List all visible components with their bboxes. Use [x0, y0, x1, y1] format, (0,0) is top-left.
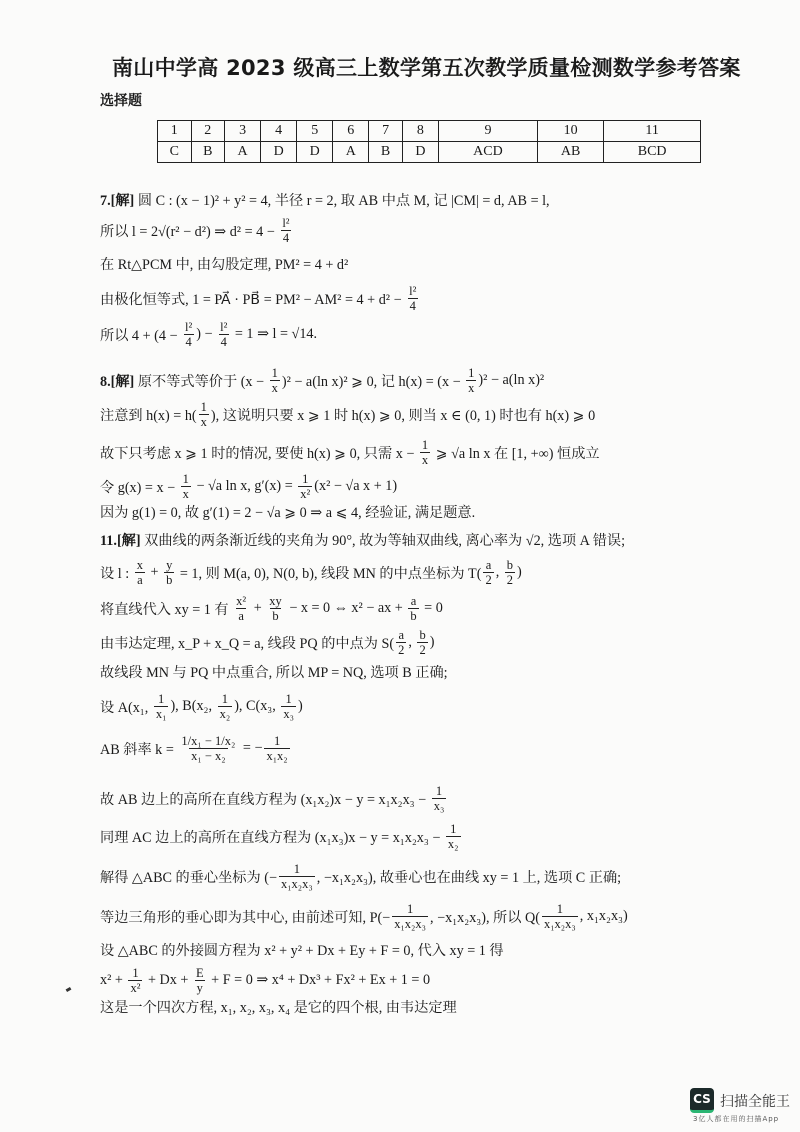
solution-line	[100, 902, 628, 932]
fraction	[279, 862, 315, 892]
numerator: l²	[282, 216, 290, 230]
fraction	[154, 692, 169, 722]
numerator: 1	[435, 784, 443, 798]
denominator: x₁x₂x₃	[394, 917, 427, 932]
math-text: 设 △ABC 的外接圆方程为 x² + y² + Dx + Ey + F = 0, 代入 xy = 1 得	[100, 943, 504, 959]
question-number-cell: 8	[402, 121, 438, 142]
fraction	[408, 594, 418, 624]
math-text: )	[429, 634, 435, 651]
answer-cell: C	[158, 142, 192, 163]
denominator: x₁	[155, 707, 167, 722]
answer-cell: D	[261, 142, 297, 163]
solution-line	[100, 997, 457, 1017]
answer-cell: ACD	[438, 142, 537, 163]
section-label: 选择题	[100, 93, 142, 109]
denominator: 4	[282, 231, 290, 246]
document-title: 南山中学高 2023 级高三上数学第五次教学质量检测数学参考答案	[112, 56, 741, 80]
solution-line	[100, 784, 448, 814]
question-number-cell: 2	[191, 121, 225, 142]
denominator: x	[421, 453, 429, 468]
math-text: 设 l :	[100, 565, 133, 582]
denominator: x	[271, 381, 278, 396]
numerator: 1	[273, 734, 281, 748]
numerator: 1	[221, 692, 229, 706]
math-text: 8.[解] 原不等式等价于 (x −	[100, 373, 268, 390]
denominator: a	[137, 573, 143, 588]
denominator: x	[468, 381, 475, 396]
question-label: 7.[解]	[100, 193, 135, 209]
answer-row	[158, 142, 701, 163]
solution-line	[100, 940, 504, 960]
answer-cell: B	[369, 142, 403, 163]
math-text: )² − a(ln x)² ⩾ 0, 记 h(x) = (x −	[281, 373, 465, 390]
fraction	[218, 320, 229, 350]
numerator: 1	[271, 366, 278, 380]
question-number-cell: 4	[261, 121, 297, 142]
answer-cell: D	[402, 142, 438, 163]
solution-line	[100, 594, 443, 624]
question-number-cell: 9	[438, 121, 537, 142]
math-text: 令 g(x) = x −	[100, 479, 179, 496]
fraction	[392, 902, 428, 932]
numerator: 1	[450, 822, 457, 836]
numerator: 1	[158, 692, 165, 706]
math-text: ⩾ √a ln x 在 [1, +∞) 恒成立	[432, 445, 600, 462]
math-text: , −x₁x₂x₃), 所以 Q(	[430, 909, 540, 926]
math-text: (x² − √a x + 1)	[314, 478, 398, 495]
numerator: x²	[236, 594, 247, 608]
denominator: x₃	[283, 707, 294, 722]
solution-line	[100, 472, 397, 502]
question-number-cell: 6	[333, 121, 369, 142]
math-text: )	[297, 698, 303, 715]
fraction	[420, 438, 430, 468]
numerator: E	[195, 966, 204, 980]
fraction	[218, 692, 233, 722]
numerator: 1	[302, 472, 309, 486]
fraction	[234, 594, 248, 624]
math-text: )	[517, 564, 522, 581]
solution-line	[100, 692, 303, 722]
scan-speck	[66, 987, 72, 992]
math-text: +	[146, 564, 163, 581]
solution-line	[100, 190, 550, 210]
math-text: x² +	[100, 972, 127, 989]
math-text: )² − a(ln x)²	[478, 372, 545, 389]
fraction	[194, 966, 206, 996]
math-text: + F = 0 ⇒ x⁴ + Dx³ + Fx² + Ex + 1 = 0	[207, 972, 431, 989]
solution-line	[100, 254, 348, 274]
numerator: 1	[406, 902, 414, 916]
math-text: AB 斜率 k =	[100, 741, 178, 758]
numerator: l²	[409, 284, 417, 298]
math-text: 解得 △ABC 的垂心坐标为 (−	[100, 869, 277, 886]
question-number-cell: 1	[158, 121, 192, 142]
answer-cell: B	[191, 142, 225, 163]
math-text: 等边三角形的垂心即为其中心, 由前述可知, P(−	[100, 909, 391, 926]
math-text: = 0	[420, 600, 443, 617]
denominator: x²	[300, 487, 311, 502]
numerator: 1	[285, 692, 292, 706]
math-text: 所以 4 + (4 −	[100, 327, 182, 344]
numerator: 1	[293, 862, 300, 876]
math-text: 同理 AC 边上的高所在直线方程为 (x₁x₃)x − y = x₁x₂x₃ −	[100, 829, 444, 846]
question-label: 8.[解]	[100, 373, 135, 390]
fraction	[181, 472, 191, 502]
question-number-cell: 7	[369, 121, 403, 142]
math-text: ), 这说明只要 x ⩾ 1 时 h(x) ⩾ 0, 则当 x ∈ (0, 1) 时也有 h(x) ⩾ 0	[210, 407, 596, 424]
numerator: y	[166, 558, 173, 572]
denominator: x₁x₂x₃	[543, 917, 576, 932]
math-text: 由极化恒等式, 1 = PA⃗ · PB⃗ = PM² − AM² = 4 + d² −	[100, 291, 406, 308]
math-text: 因为 g(1) = 0, 故 g′(1) = 2 − √a ⩾ 0 ⇒ a ⩽ 4, 经验证, 满足题意.	[100, 505, 476, 521]
solution-line	[100, 216, 294, 246]
math-text: +	[250, 600, 266, 617]
denominator: 4	[185, 335, 192, 350]
question-number-cell: 11	[604, 121, 701, 142]
denominator: x₂	[447, 837, 459, 852]
denominator: a	[238, 609, 244, 624]
fraction	[483, 558, 493, 588]
fraction	[280, 216, 291, 246]
math-text: , −x₁x₂x₃), 故垂心也在曲线 xy = 1 上, 选项 C 正确;	[316, 869, 622, 886]
solution-line	[100, 558, 522, 588]
watermark-app-name: 扫描全能王	[720, 1093, 790, 1110]
math-text: = −	[239, 740, 263, 757]
answer-cell: A	[333, 142, 369, 163]
fraction	[432, 784, 447, 814]
denominator: x²	[130, 981, 141, 996]
math-text: 故 AB 边上的高所在直线方程为 (x₁x₂)x − y = x₁x₂x₃ −	[100, 791, 430, 808]
fraction	[446, 822, 461, 852]
answer-cell: D	[297, 142, 333, 163]
math-text: 将直线代入 xy = 1 有	[100, 601, 233, 618]
numerator: a	[485, 558, 492, 572]
numerator: b	[419, 628, 426, 642]
math-text: 这是一个四次方程, x₁, x₂, x₃, x₄ 是它的四个根, 由韦达定理	[100, 1000, 457, 1016]
math-text: ,	[495, 564, 503, 581]
math-text: = 1 ⇒ l = √14.	[231, 326, 318, 343]
denominator: 4	[220, 335, 227, 350]
fraction	[396, 628, 406, 658]
math-text: 注意到 h(x) = h(	[100, 407, 197, 424]
math-text: 故线段 MN 与 PQ 中点重合, 所以 MP = NQ, 选项 B 正确;	[100, 665, 448, 681]
numerator: 1	[556, 902, 563, 916]
math-text: , x₁x₂x₃)	[579, 908, 628, 925]
numerator: b	[506, 558, 514, 572]
denominator: 2	[419, 643, 426, 658]
math-text: + Dx +	[144, 972, 192, 989]
solution-line	[100, 862, 621, 892]
numerator: 1	[468, 366, 475, 380]
denominator: b	[166, 573, 173, 588]
numerator: a	[410, 594, 417, 608]
fraction	[199, 400, 209, 430]
fraction	[542, 902, 578, 932]
question-number-cell: 10	[538, 121, 604, 142]
numerator: l²	[185, 320, 193, 334]
math-text: ), C(x₃,	[234, 698, 280, 715]
denominator: x₂	[219, 707, 231, 722]
question-number-row	[158, 121, 701, 142]
camscanner-logo-icon: CS	[690, 1088, 714, 1113]
math-text: − x = 0 ⇔ x² − ax +	[285, 600, 407, 617]
denominator: 2	[506, 573, 514, 588]
numerator: a	[398, 628, 405, 642]
fraction	[505, 558, 515, 588]
math-text: 7.[解] 圆 C : (x − 1)² + y² = 4, 半径 r = 2, 取 AB 中点 M, 记 |CM| = d, AB = l,	[100, 193, 550, 209]
solution-line	[100, 366, 544, 396]
solution-line	[100, 502, 475, 522]
fraction	[128, 966, 142, 996]
question-number-cell: 5	[297, 121, 333, 142]
numerator: xy	[269, 594, 282, 608]
solution-line	[100, 400, 595, 430]
fraction	[267, 594, 284, 624]
fraction	[264, 734, 289, 764]
math-text: 设 A(x₁,	[100, 699, 152, 716]
math-text: 在 Rt△PCM 中, 由勾股定理, PM² = 4 + d²	[100, 257, 349, 273]
fraction	[183, 320, 194, 350]
math-text: − √a ln x, g′(x) =	[192, 478, 297, 495]
fraction	[270, 366, 280, 396]
math-text: 故下只考虑 x ⩾ 1 时的情况, 要使 h(x) ⩾ 0, 只需 x −	[100, 445, 418, 462]
math-text: 11.[解] 双曲线的两条渐近线的夹角为 90°, 故为等轴双曲线, 离心率为 √2, 选项 A 错误;	[100, 533, 626, 549]
denominator: x	[182, 487, 189, 502]
denominator: x	[200, 415, 207, 430]
denominator: x₁x₂x₃	[280, 877, 313, 892]
denominator: y	[196, 981, 203, 996]
watermark-logo	[690, 1088, 790, 1113]
answer-cell: BCD	[604, 142, 701, 163]
denominator: b	[410, 609, 417, 624]
fraction	[179, 734, 237, 764]
denominator: 2	[485, 573, 492, 588]
solution-line	[100, 822, 463, 852]
fraction	[466, 366, 476, 396]
numerator: 1/x₁ − 1/x₂	[181, 734, 236, 748]
denominator: 2	[398, 643, 405, 658]
denominator: x₁x₂	[266, 749, 288, 764]
solution-line	[100, 966, 430, 996]
math-text: ,	[408, 634, 416, 651]
fraction	[164, 558, 174, 588]
answer-table	[157, 120, 701, 163]
numerator: 1	[200, 400, 207, 414]
answer-cell: AB	[538, 142, 604, 163]
denominator: 4	[409, 299, 416, 314]
denominator: x₁ − x₂	[191, 749, 226, 764]
denominator: b	[272, 609, 279, 624]
fraction	[135, 558, 145, 588]
numerator: 1	[182, 472, 189, 486]
denominator: x₃	[433, 799, 445, 814]
math-text: = 1, 则 M(a, 0), N(0, b), 线段 MN 的中点坐标为 T(	[176, 565, 482, 582]
fraction	[298, 472, 312, 502]
numerator: 1	[132, 966, 139, 980]
math-text: ) −	[196, 326, 217, 343]
solution-line	[100, 284, 420, 314]
fraction	[281, 692, 296, 722]
fraction	[407, 284, 418, 314]
watermark-tagline: 3亿人都在用的扫描App	[693, 1115, 780, 1123]
question-number-cell: 3	[225, 121, 261, 142]
math-text: ), B(x₂,	[170, 698, 216, 715]
math-text: 由韦达定理, x_P + x_Q = a, 线段 PQ 的中点为 S(	[100, 635, 395, 652]
math-text: 所以 l = 2√(r² − d²) ⇒ d² = 4 −	[100, 223, 279, 240]
numerator: l²	[220, 320, 228, 334]
solution-line	[100, 628, 434, 658]
numerator: x	[136, 558, 143, 572]
solution-line	[100, 734, 292, 764]
answer-cell: A	[225, 142, 261, 163]
fraction	[417, 628, 427, 658]
solution-line	[100, 320, 317, 350]
solution-line	[100, 662, 448, 682]
solution-line	[100, 438, 600, 468]
solution-line	[100, 530, 625, 550]
question-label: 11.[解]	[100, 533, 141, 549]
numerator: 1	[421, 438, 429, 452]
